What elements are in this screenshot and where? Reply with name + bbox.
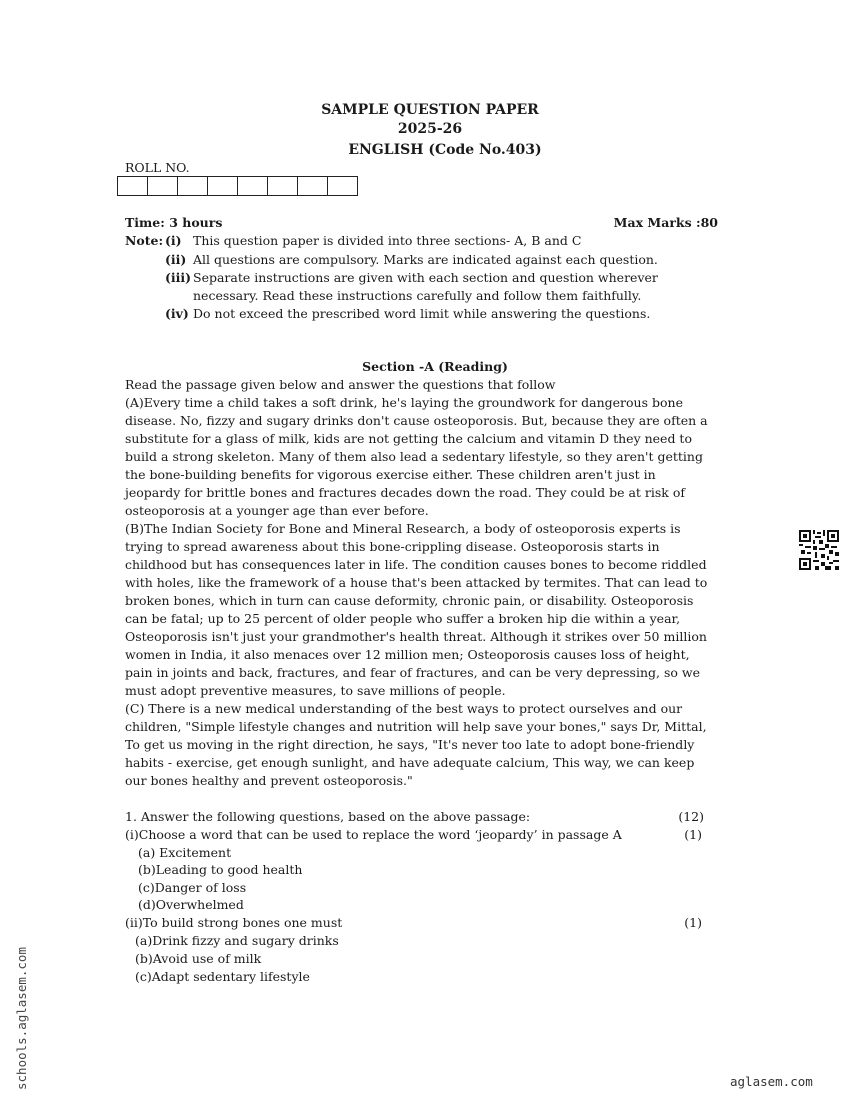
roll-box bbox=[267, 176, 298, 196]
passage-line: women in India, it also menaces over 12 million men; Osteoporosis causes loss of height, bbox=[125, 647, 690, 662]
note-num: (i) bbox=[165, 233, 182, 248]
passage-line: (C) There is a new medical understanding of the best ways to protect ourselves and our bbox=[125, 701, 683, 716]
note-text: All questions are compulsory. Marks are indicated against each question. bbox=[193, 252, 658, 267]
time-allowed: Time: 3 hours bbox=[125, 215, 223, 230]
question-marks: (12) bbox=[678, 809, 704, 824]
option: (d)Overwhelmed bbox=[138, 897, 244, 912]
passage-line: can be fatal; up to 25 percent of older people who suffer a broken hip die within a year, bbox=[125, 611, 681, 626]
roll-box bbox=[327, 176, 358, 196]
side-watermark: schools.aglasem.com bbox=[14, 947, 29, 1090]
section-intro: Read the passage given below and answer the questions that follow bbox=[125, 377, 556, 392]
passage-line: disease. No, fizzy and sugary drinks don't cause osteoporosis. But, because they are often a bbox=[125, 413, 708, 428]
passage-line: children, "Simple lifestyle changes and nutrition will help save your bones," says Dr, Mittal, bbox=[125, 719, 707, 734]
option: (c)Adapt sedentary lifestyle bbox=[135, 969, 310, 984]
passage-line: build a strong skeleton. Many of them also lead a sedentary lifestyle, so they aren't getting bbox=[125, 449, 703, 464]
option: (b)Leading to good health bbox=[138, 862, 303, 877]
passage-line: the bone-building benefits for vigorous exercise either. These children aren't just in bbox=[125, 467, 656, 482]
subquestion-marks: (1) bbox=[684, 915, 702, 930]
passage-line: jeopardy for brittle bones and fractures decades down the road. They could be at risk of bbox=[125, 485, 686, 500]
note-num: (iii) bbox=[165, 270, 192, 285]
roll-box bbox=[117, 176, 148, 196]
passage-line: must adopt preventive measures, to save millions of people. bbox=[125, 683, 506, 698]
section-title: Section -A (Reading) bbox=[362, 359, 508, 374]
passage-line: with holes, like the framework of a house that's been attacked by termites. That can lead to bbox=[125, 575, 708, 590]
option: (b)Avoid use of milk bbox=[135, 951, 262, 966]
note-text: necessary. Read these instructions carefully and follow them faithfully. bbox=[193, 288, 642, 303]
roll-box bbox=[177, 176, 208, 196]
passage-line: (B)The Indian Society for Bone and Mineral Research, a body of osteoporosis experts is bbox=[125, 521, 681, 536]
note-text: This question paper is divided into three sections- A, B and C bbox=[193, 233, 582, 248]
passage-line: substitute for a glass of milk, kids are not getting the calcium and vitamin D they need to bbox=[125, 431, 692, 446]
passage-line: broken bones, which in turn can cause deformity, chronic pain, or disability. Osteoporosis bbox=[125, 593, 694, 608]
roll-box bbox=[207, 176, 238, 196]
roll-number-boxes bbox=[117, 176, 357, 196]
passage-line: childhood but has consequences later in life. The condition causes bones to become riddled bbox=[125, 557, 707, 572]
paper-subject: ENGLISH (Code No.403) bbox=[348, 142, 542, 158]
passage-line: To get us moving in the right direction, he says, "It's never too late to adopt bone-friendly bbox=[125, 737, 695, 752]
passage-line: our bones healthy and prevent osteoporosis." bbox=[125, 773, 413, 788]
passage-line: osteoporosis at a younger age than ever before. bbox=[125, 503, 429, 518]
note-text: Do not exceed the prescribed word limit while answering the questions. bbox=[193, 306, 651, 321]
paper-year: 2025-26 bbox=[397, 121, 463, 137]
subquestion-text: (i)Choose a word that can be used to replace the word ‘jeopardy’ in passage A bbox=[125, 827, 622, 842]
passage-line: habits - exercise, get enough sunlight, and have adequate calcium, This way, we can keep bbox=[125, 755, 695, 770]
subquestion-marks: (1) bbox=[684, 827, 702, 842]
roll-number-label: ROLL NO. bbox=[125, 160, 190, 175]
passage-line: pain in joints and back, fractures, and fear of fractures, and can be very depressing, so we bbox=[125, 665, 700, 680]
roll-box bbox=[297, 176, 328, 196]
qr-code-icon bbox=[799, 530, 839, 570]
note-text: Separate instructions are given with each section and question wherever bbox=[193, 270, 658, 285]
paper-title: SAMPLE QUESTION PAPER bbox=[321, 102, 539, 118]
option: (a)Drink fizzy and sugary drinks bbox=[135, 933, 339, 948]
passage-line: (A)Every time a child takes a soft drink, he's laying the groundwork for dangerous bone bbox=[125, 395, 683, 410]
max-marks: Max Marks :80 bbox=[613, 215, 718, 230]
question-text: 1. Answer the following questions, based on the above passage: bbox=[125, 809, 531, 824]
subquestion-text: (ii)To build strong bones one must bbox=[125, 915, 343, 930]
roll-box bbox=[147, 176, 178, 196]
note-label: Note: bbox=[125, 233, 164, 248]
passage-line: trying to spread awareness about this bone-crippling disease. Osteoporosis starts in bbox=[125, 539, 660, 554]
note-num: (iv) bbox=[165, 306, 189, 321]
roll-box bbox=[237, 176, 268, 196]
note-num: (ii) bbox=[165, 252, 187, 267]
option: (a) Excitement bbox=[138, 845, 232, 860]
passage-line: Osteoporosis isn't just your grandmother's health threat. Although it strikes over 50 million bbox=[125, 629, 707, 644]
option: (c)Danger of loss bbox=[138, 880, 247, 895]
footer-watermark: aglasem.com bbox=[730, 1074, 813, 1089]
